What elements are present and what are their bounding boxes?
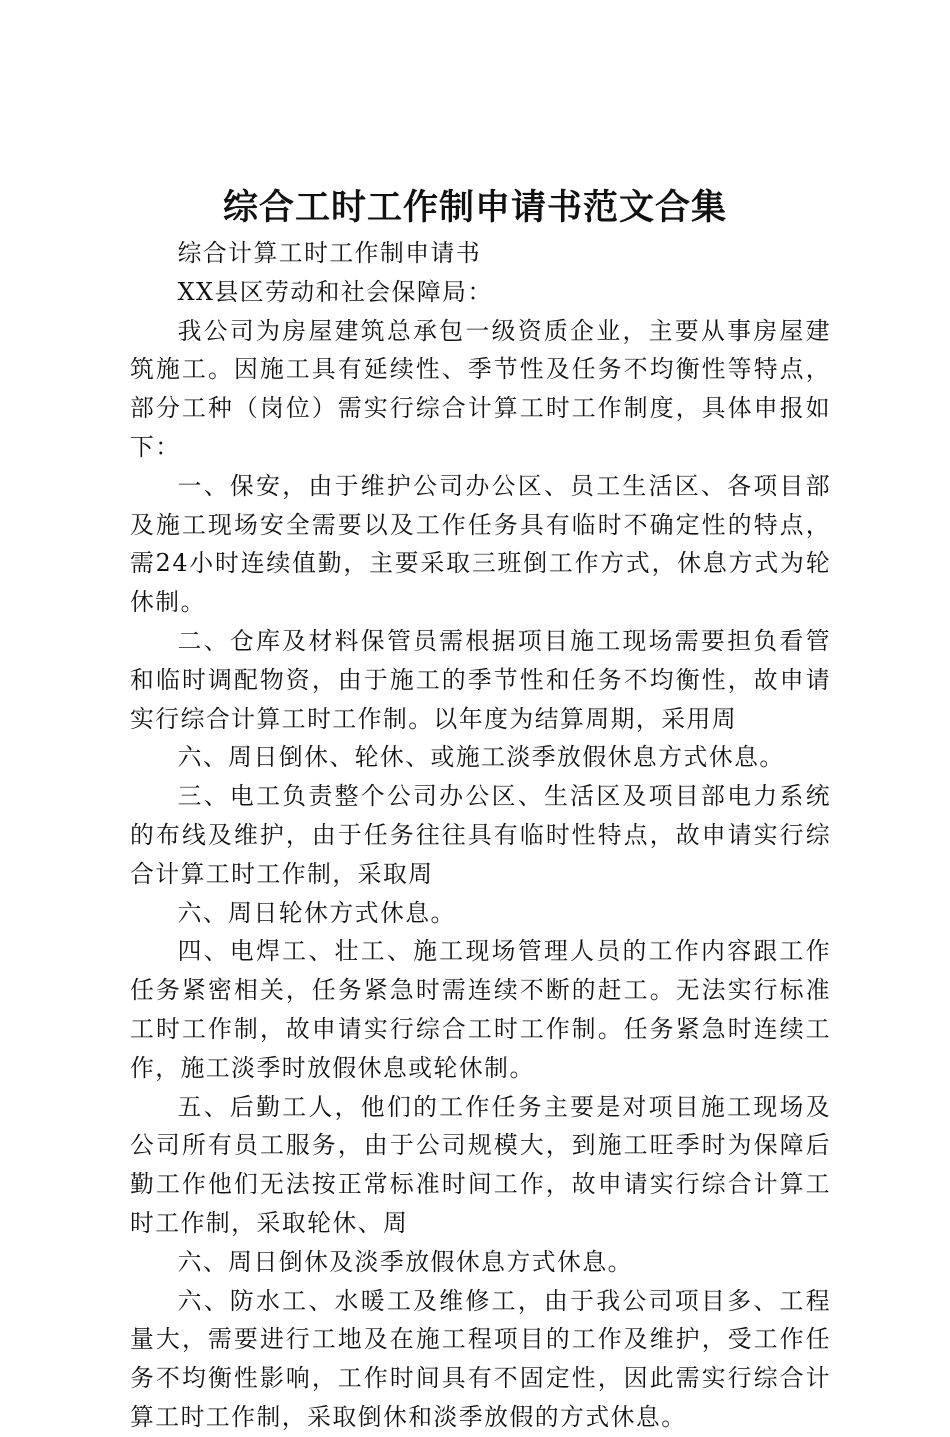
paragraph-addressee: XX县区劳动和社会保障局：	[177, 277, 493, 306]
paragraph-item-logistics: 五、后勤工人，他们的工作任务主要是对项目施工现场及公司所有员工服务，由于公司规模大，到施工旺季时为保障后勤工作他们无法按正常标准时间工作，故申请实行综合计算工时工作制，采取轮休、周	[130, 1092, 831, 1237]
paragraph-item-maintenance: 六、防水工、水暖工及维修工，由于我公司项目多、工程量大，需要进行工地及在施工程项目的工作及维护，受工作任务不均衡性影响，工作时间具有不固定性，因此需实行综合计算工时工作制，采取倒休和淡季放假的方式休息。	[130, 1286, 831, 1431]
paragraph-item-logistics-rest: 六、周日倒休及淡季放假休息方式休息。	[177, 1247, 633, 1276]
paragraph-intro: 我公司为房屋建筑总承包一级资质企业，主要从事房屋建筑施工。因施工具有延续性、季节性及任务不均衡性等特点，部分工种（岗位）需实行综合计算工时工作制度，具体申报如下：	[130, 316, 831, 461]
paragraph-item-electrician: 三、电工负责整个公司办公区、生活区及项目部电力系统的布线及维护，由于任务往往具有临时性特点，故申请实行综合计算工时工作制，采取周	[130, 782, 831, 888]
paragraph-item-warehouse: 二、仓库及材料保管员需根据项目施工现场需要担负看管和临时调配物资，由于施工的季节性和任务不均衡性，故申请实行综合计算工时工作制。以年度为结算周期，采用周	[130, 626, 831, 733]
paragraph-subtitle: 综合计算工时工作制申请书	[177, 239, 482, 267]
paragraph-item-warehouse-rest: 六、周日倒休、轮休、或施工淡季放假休息方式休息。	[177, 743, 785, 772]
document-body	[130, 234, 831, 1437]
paragraph-item-electrician-rest: 六、周日轮休方式休息。	[177, 898, 456, 927]
document-title: 综合工时工作制申请书范文合集	[222, 187, 727, 228]
paragraph-item-welder: 四、电焊工、壮工、施工现场管理人员的工作内容跟工作任务紧密相关，任务紧急时需连续不断的赶工。无法实行标准工时工作制，故申请实行综合工时工作制。任务紧急时连续工作，施工淡季时放假休息或轮休制。	[130, 937, 831, 1082]
paragraph-item-security: 一、保安，由于维护公司办公区、员工生活区、各项目部及施工现场安全需要以及工作任务具有临时不确定性的特点，需24小时连续值勤，主要采取三班倒工作方式，休息方式为轮休制。	[130, 471, 831, 617]
